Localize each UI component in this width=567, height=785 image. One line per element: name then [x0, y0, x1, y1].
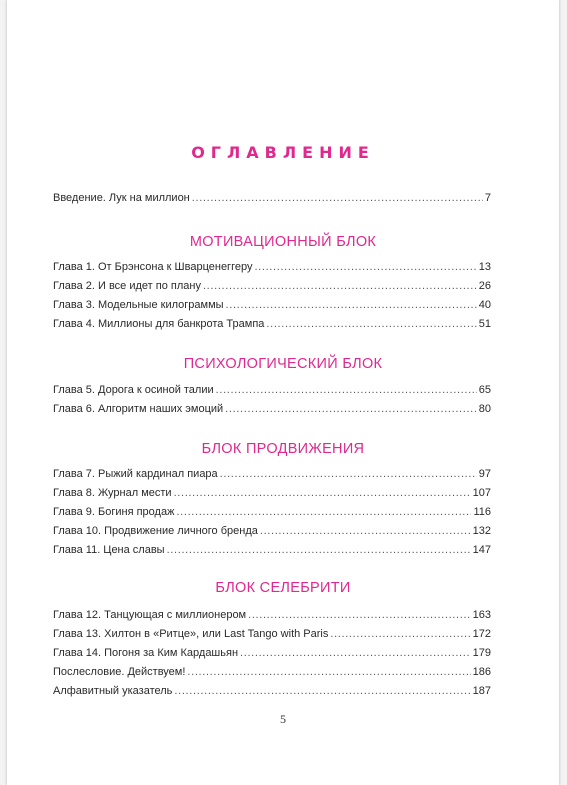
dot-leader [254, 261, 476, 273]
toc-entry [53, 318, 491, 334]
entry-label: Глава 1. От Брэнсона к Шварценеггеру [53, 261, 253, 273]
toc-entry [53, 384, 491, 400]
entry-label: Глава 5. Дорога к осиной талии [53, 384, 214, 396]
section-heading-psychology: ПСИХОЛОГИЧЕСКИЙ БЛОК [183, 356, 383, 372]
toc-entry [53, 544, 491, 560]
toc-entry [53, 685, 491, 701]
dot-leader [203, 280, 477, 292]
toc-entry [53, 261, 491, 277]
entry-label: Глава 11. Цена славы [53, 544, 165, 556]
dot-leader [216, 384, 477, 396]
dot-leader [248, 609, 471, 621]
entry-page-number: 40 [478, 299, 491, 311]
entry-page-number: 97 [478, 468, 491, 480]
toc-entry [53, 647, 491, 663]
entry-page-number: 147 [472, 544, 491, 556]
entry-page-number: 163 [472, 609, 491, 621]
book-page [7, 0, 559, 785]
page-title: ОГЛАВЛЕНИЕ [191, 143, 375, 162]
entry-page-number: 26 [478, 280, 491, 292]
entry-page-number: 116 [473, 506, 491, 518]
entry-label: Глава 10. Продвижение личного бренда [53, 525, 258, 537]
entry-page-number: 7 [484, 192, 491, 204]
dot-leader [240, 647, 471, 659]
toc-entry [53, 468, 491, 484]
entry-page-number: 132 [472, 525, 491, 537]
section-heading-motivation: МОТИВАЦИОННЫЙ БЛОК [189, 234, 377, 250]
entry-label: Глава 9. Богиня продаж [53, 506, 175, 518]
dot-leader [226, 299, 477, 311]
entry-page-number: 80 [478, 403, 491, 415]
dot-leader [225, 403, 477, 415]
entry-label: Глава 4. Миллионы для банкрота Трампа [53, 318, 265, 330]
dot-leader [330, 628, 470, 640]
entry-page-number: 172 [472, 628, 491, 640]
toc-entry-intro [53, 192, 491, 208]
toc-entry [53, 280, 491, 296]
toc-entry [53, 666, 491, 682]
toc-entry [53, 628, 491, 644]
dot-leader [260, 525, 471, 537]
entry-label: Глава 13. Хилтон в «Ритце», или Last Tango with Paris [53, 628, 329, 640]
dot-leader [187, 666, 470, 678]
toc-entry [53, 487, 491, 503]
entry-label: Послесловие. Действуем! [53, 666, 186, 678]
toc-entry [53, 525, 491, 541]
entry-page-number: 51 [478, 318, 491, 330]
entry-page-number: 107 [472, 487, 491, 499]
dot-leader [266, 318, 476, 330]
entry-page-number: 186 [472, 666, 491, 678]
entry-label: Глава 2. И все идет по плану [53, 280, 201, 292]
toc-entry [53, 403, 491, 419]
entry-label: Глава 8. Журнал мести [53, 487, 172, 499]
section-heading-promotion: БЛОК ПРОДВИЖЕНИЯ [201, 441, 365, 457]
entry-page-number: 65 [478, 384, 491, 396]
dot-leader [174, 685, 470, 697]
entry-page-number: 13 [478, 261, 491, 273]
toc-entry [53, 506, 491, 522]
entry-label: Глава 6. Алгоритм наших эмоций [53, 403, 224, 415]
entry-page-number: 179 [472, 647, 491, 659]
entry-label: Глава 7. Рыжий кардинал пиара [53, 468, 218, 480]
entry-label: Алфавитный указатель [53, 685, 173, 697]
page-number: 5 [280, 712, 286, 726]
dot-leader [192, 192, 483, 204]
section-heading-celebrity: БЛОК СЕЛЕБРИТИ [215, 580, 351, 596]
entry-label: Глава 14. Погоня за Ким Кардашьян [53, 647, 239, 659]
toc-entry [53, 299, 491, 315]
dot-leader [176, 506, 471, 518]
entry-label: Глава 3. Модельные килограммы [53, 299, 224, 311]
dot-leader [167, 544, 471, 556]
dot-leader [174, 487, 471, 499]
toc-entry [53, 609, 491, 625]
entry-page-number: 187 [472, 685, 491, 697]
dot-leader [220, 468, 477, 480]
entry-label: Глава 12. Танцующая с миллионером [53, 609, 247, 621]
entry-label: Введение. Лук на миллион [53, 192, 190, 204]
